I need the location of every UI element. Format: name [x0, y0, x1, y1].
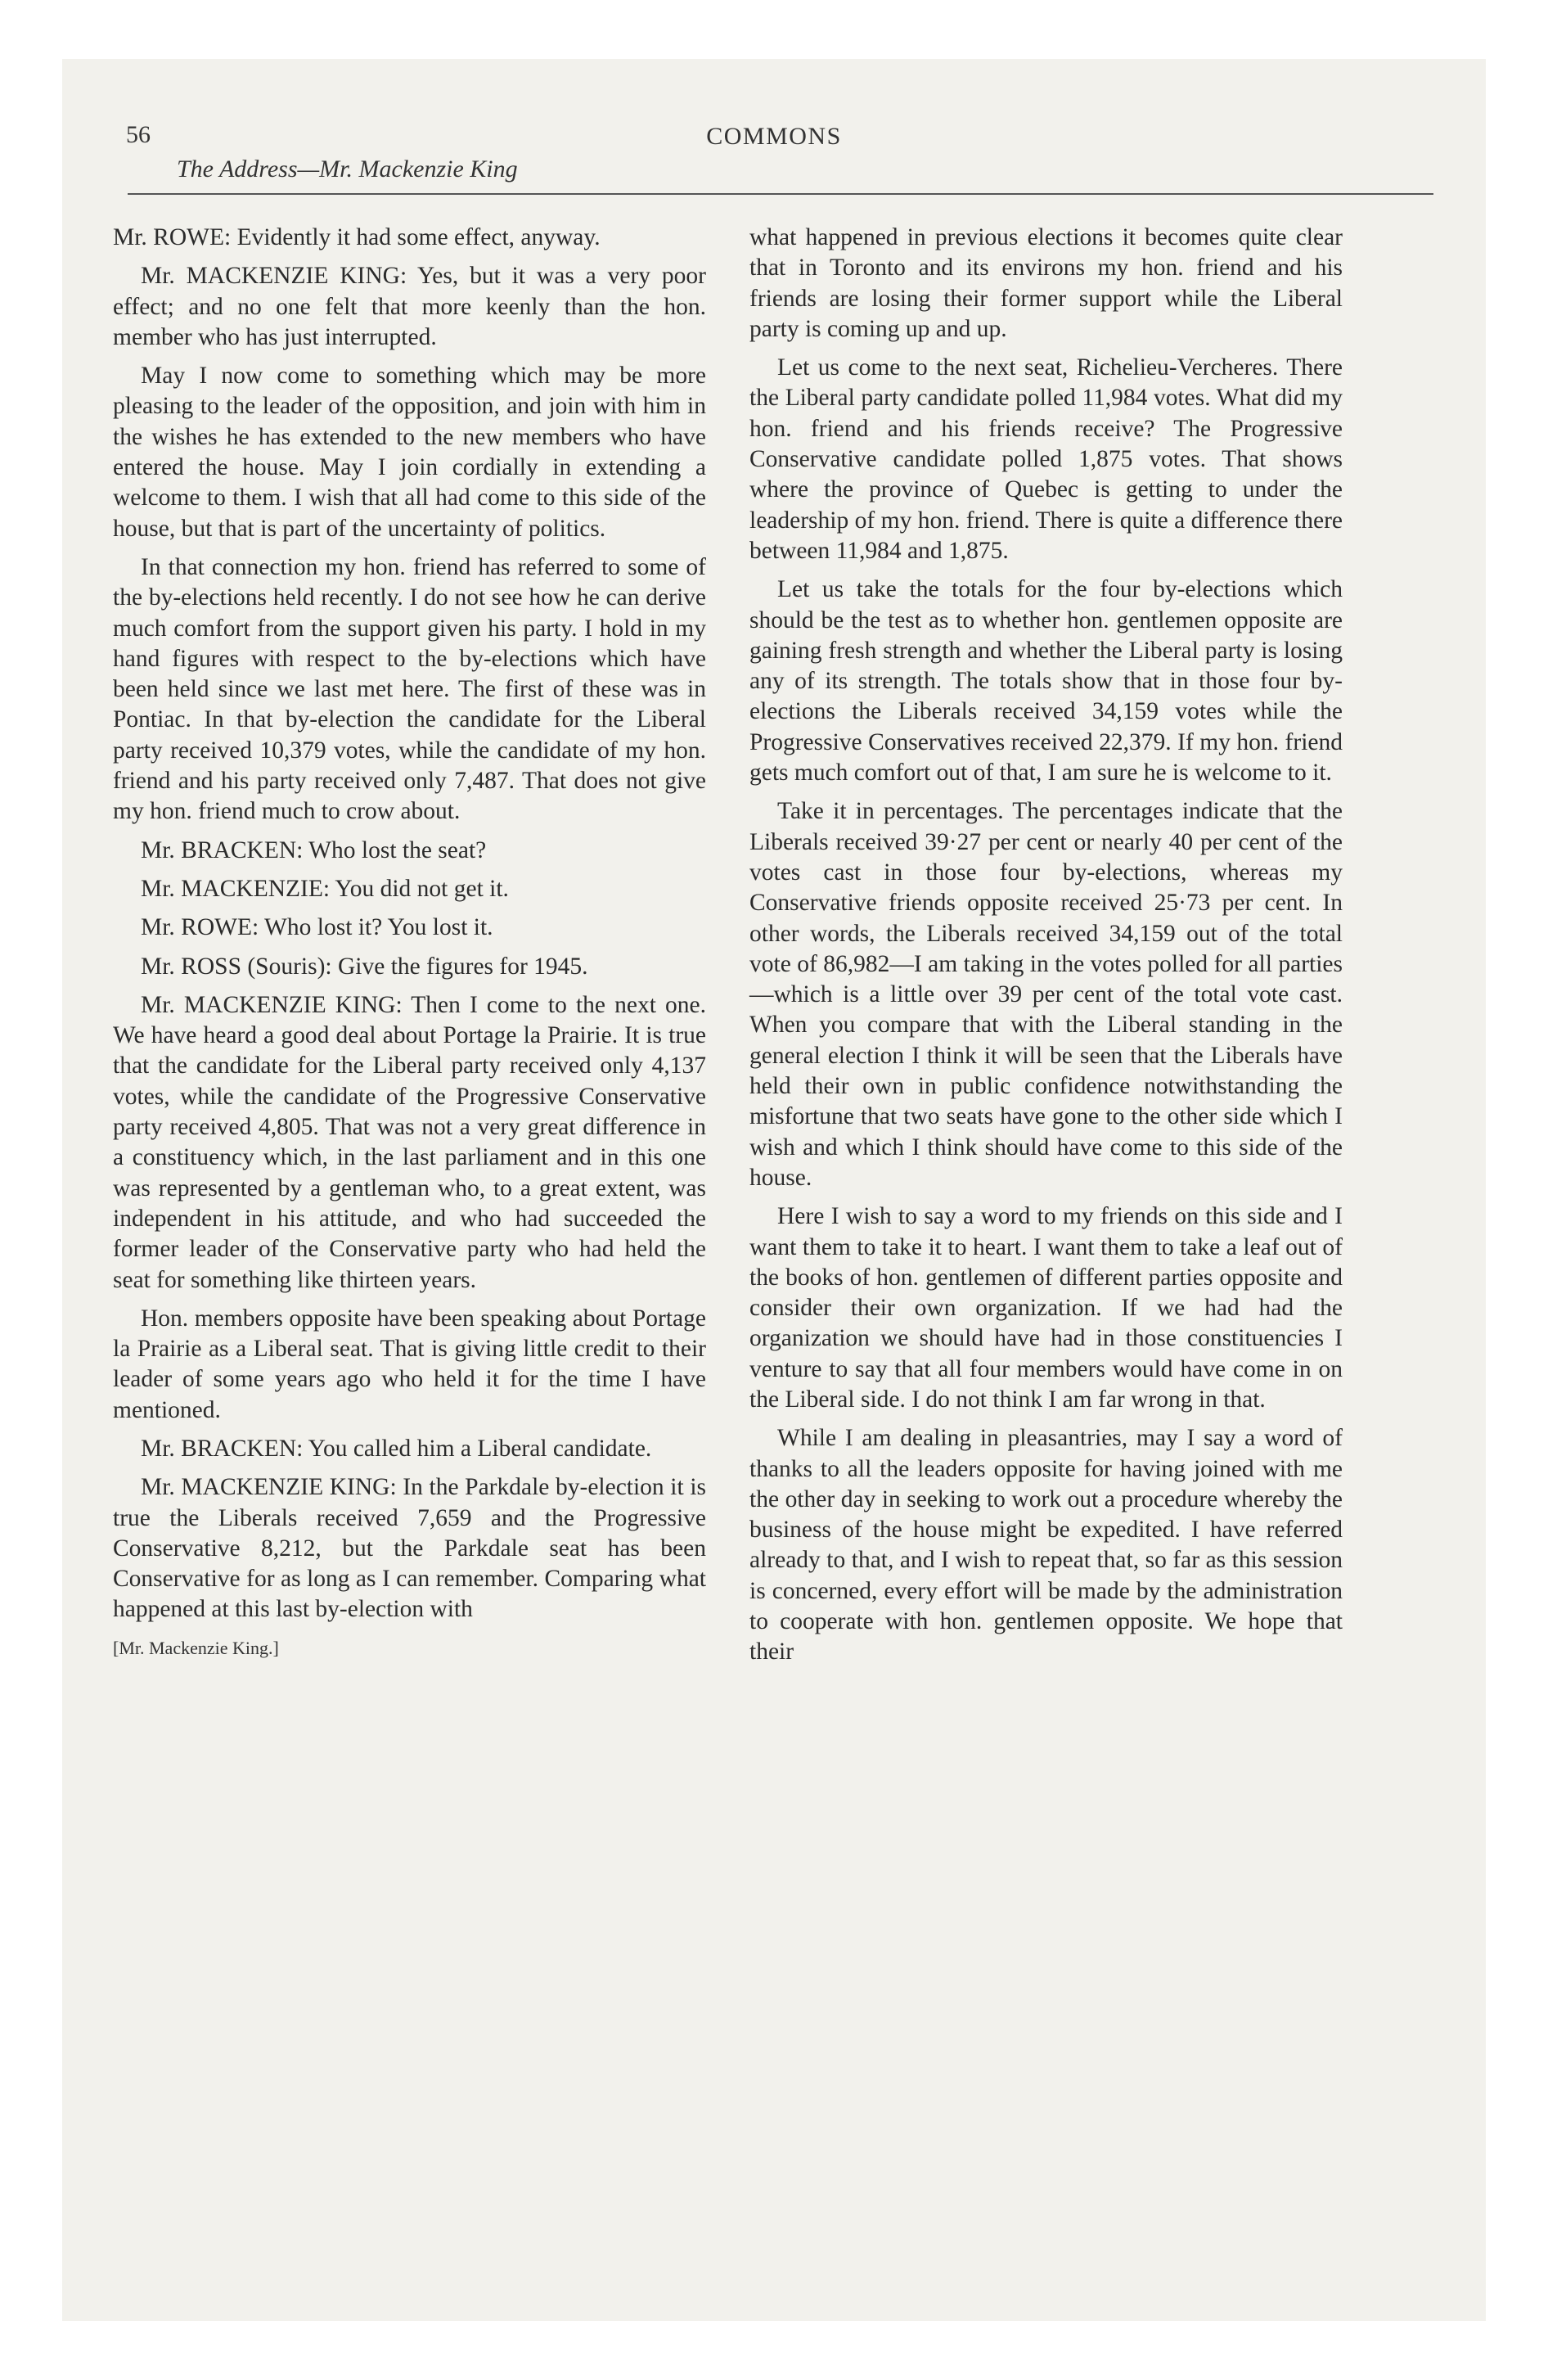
paragraph: Mr. MACKENZIE KING: In the Parkdale by-election it is true the Liberals received 7,659 and the Progressive Conservative 8,212, but the Parkdale seat has been Conservative for as long as I can remember. Comparing what happened at this last by-election with: [113, 1474, 706, 1623]
paragraph: Mr. BRACKEN: Who lost the seat?: [141, 836, 487, 863]
paragraph: Here I wish to say a word to my friends on this side and I want them to take it to heart. I want them to take a leaf out of the books of hon. gentlemen of different parties opposite and consider their own organization. If we had had the organization we should have had in those constituencies I venture to say that all four members would have come in on the Liberal side. I do not think I am far wrong in that.: [749, 1203, 1343, 1413]
right-column: [749, 223, 1343, 1676]
paragraph: While I am dealing in pleasantries, may I say a word of thanks to all the leaders opposite for having joined with me the other day in seeking to work out a procedure whereby the business of the house might be expedited. I have referred already to that, and I wish to repeat that, so far as this session is concerned, every effort will be made by the administration to cooperate with hon. gentlemen opposite. We hope that their: [749, 1425, 1343, 1666]
paragraph: Mr. MACKENZIE: You did not get it.: [141, 875, 509, 902]
paragraph: Let us take the totals for the four by-elections which should be the test as to whether hon. gentlemen opposite are gaining fresh strength and whether the Liberal party is losing any of its strength. The totals show that in those four by-elections the Liberals received 34,159 votes while the Progressive Conservatives received 22,379. If my hon. friend gets much comfort out of that, I am sure he is welcome to it.: [749, 576, 1343, 787]
paragraph: Mr. ROWE: Evidently it had some effect, anyway.: [113, 224, 601, 250]
paragraph: Mr. MACKENZIE KING: Yes, but it was a very poor effect; and no one felt that more keenly than the hon. member who has just interrupted.: [113, 263, 706, 350]
header-rule: [128, 193, 1433, 195]
speaker-footnote: [Mr. Mackenzie King.]: [113, 1637, 279, 1658]
paragraph: Mr. BRACKEN: You called him a Liberal candidate.: [141, 1435, 652, 1462]
paragraph: Let us come to the next seat, Richelieu-Vercheres. There the Liberal party candidate polled 11,984 votes. What did my hon. friend and his friends receive? The Progressive Conservative candidate polled 1,875 votes. That shows where the province of Quebec is getting to under the leadership of my hon. friend. There is quite a difference there between 11,984 and 1,875.: [749, 354, 1343, 564]
paragraph: May I now come to something which may be more pleasing to the leader of the opposition, and join with him in the wishes he has extended to the new members who have entered the house. May I join cordially in extending a welcome to them. I wish that all had come to this side of the house, but that is part of the uncertainty of politics.: [113, 363, 706, 542]
page-sheet: [62, 59, 1486, 2321]
section-title: The Address—Mr. Mackenzie King: [177, 156, 518, 183]
page-number: 56: [126, 121, 151, 148]
paragraph: Mr. ROWE: Who lost it? You lost it.: [141, 914, 493, 941]
paragraph: Hon. members opposite have been speaking about Portage la Prairie as a Liberal seat. That is giving little credit to their leader of some years ago who held it for the time I have mentioned.: [113, 1305, 706, 1423]
paragraph: what happened in previous elections it becomes quite clear that in Toronto and its environs my hon. friend and his friends are losing their former support while the Liberal party is coming up and up.: [749, 224, 1343, 342]
running-title: COMMONS: [706, 123, 842, 150]
paragraph: Mr. ROSS (Souris): Give the figures for 1945.: [141, 953, 588, 980]
paragraph: Mr. MACKENZIE KING: Then I come to the next one. We have heard a good deal about Portage la Prairie. It is true that the candidate for the Liberal party received only 4,137 votes, while the candidate of the Progressive Conservative party received 4,805. That was not a very great difference in a constituency which, in the last parliament and in this one was represented by a gentleman who, to a great extent, was independent in his attitude, and who had succeeded the former leader of the Conservative party who had held the seat for something like thirteen years.: [113, 991, 706, 1293]
paragraph: Take it in percentages. The percentages indicate that the Liberals received 39·27 per cent or nearly 40 per cent of the votes cast in those four by-elections, whereas my Conservative friends opposite received 25·73 per cent. In other words, the Liberals received 34,159 out of the total vote of 86,982—I am taking in the votes polled for all parties—which is a little over 39 per cent of the total vote cast. When you compare that with the Liberal standing in the general election I think it will be seen that the Liberals have held their own in public confidence notwithstanding the misfortune that two seats have gone to the other side which I wish and which I think should have come to this side of the house.: [749, 798, 1343, 1191]
left-column: [113, 223, 706, 1660]
paragraph: In that connection my hon. friend has referred to some of the by-elections held recently. I do not see how he can derive much comfort from the support given his party. I hold in my hand figures with respect to the by-elections which have been held since we last met here. The first of these was in Pontiac. In that by-election the candidate for the Liberal party received 10,379 votes, while the candidate of my hon. friend and his party received only 7,487. That does not give my hon. friend much to crow about.: [113, 553, 706, 825]
